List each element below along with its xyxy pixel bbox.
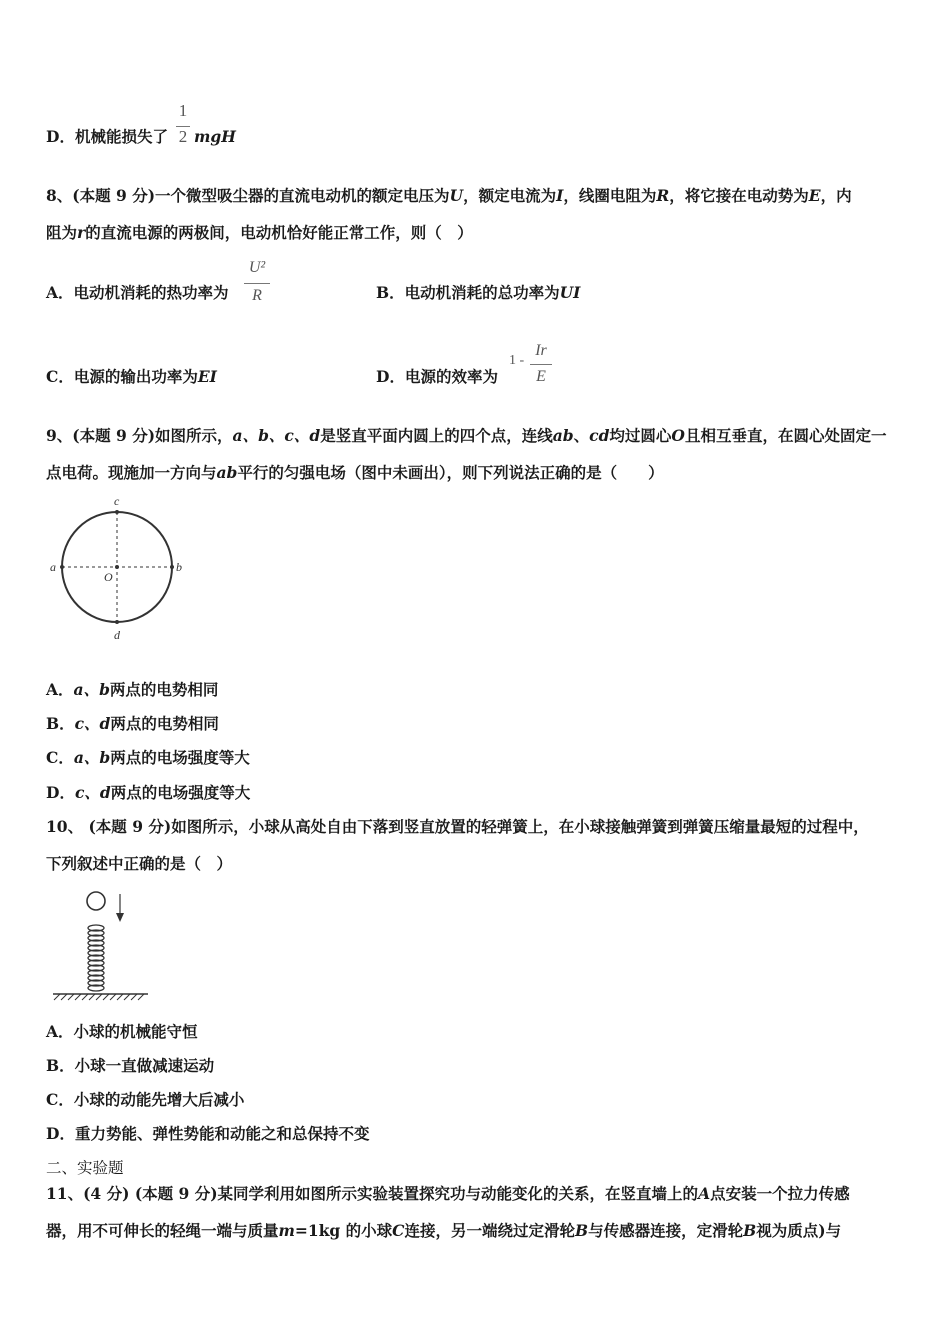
q10-spring-figure <box>48 886 152 1006</box>
q9-option-a: A．a、b两点的电势相同 <box>46 680 219 699</box>
section-heading-experiment: 二、实验题 <box>46 1159 124 1177</box>
q10-option-d: D．重力势能、弹性势能和动能之和总保持不变 <box>46 1124 370 1143</box>
q9-point-c <box>115 510 119 514</box>
q7-mgh: mgH <box>194 127 236 146</box>
q9-point-d <box>115 620 119 624</box>
q11-line1: 11、(4 分) (本题 9 分)某同学利用如图所示实验装置探究功与动能变化的关系，在竖直墙上的A点安装一个拉力传感 <box>46 1184 850 1203</box>
q9-option-b: B．c、d两点的电势相同 <box>46 714 219 733</box>
q9-point-o <box>115 565 119 569</box>
q11-line2: 器，用不可伸长的轻绳一端与质量m=1kg 的小球C连接，另一端绕过定滑轮B与传感器连接，定滑轮B视为质点)与 <box>46 1221 842 1240</box>
q9-point-a <box>60 565 64 569</box>
q9-circle-figure <box>46 492 196 644</box>
q9-option-d: D．c、d两点的电场强度等大 <box>46 783 251 802</box>
q8-d-num: Ir <box>535 342 547 359</box>
q8-option-a: A．电动机消耗的热功率为 <box>46 283 229 302</box>
q10-ball <box>87 892 105 910</box>
q10-line2: 下列叙述中正确的是（ ） <box>46 854 233 873</box>
q8-option-b: B．电动机消耗的总功率为UI <box>376 283 581 302</box>
q8-line2: 阻为r的直流电源的两极间，电动机恰好能正常工作，则（ ） <box>46 223 473 242</box>
q10-option-c: C．小球的动能先增大后减小 <box>46 1090 245 1109</box>
q9-label-a: a <box>50 560 56 574</box>
q8-d-den: E <box>536 368 546 385</box>
q8-line1: 8、(本题 9 分)一个微型吸尘器的直流电动机的额定电压为U，额定电流为I，线圈电阻为R，将它接在电动势为E，内 <box>46 186 852 205</box>
q9-label-c: c <box>114 494 120 508</box>
q9-line2: 点电荷。现施加一方向与ab平行的匀强电场（图中未画出），则下列说法正确的是（ ） <box>46 463 664 482</box>
q7-frac-num: 1 <box>178 101 188 120</box>
q8-option-d: D．电源的效率为 <box>376 367 498 386</box>
q10-line1: 10、 (本题 9 分)如图所示，小球从高处自由下落到竖直放置的轻弹簧上，在小球接触弹簧到弹簧压缩量最短的过程中， <box>46 817 869 836</box>
q7-frac-den: 2 <box>178 127 188 146</box>
q10-option-b: B．小球一直做减速运动 <box>46 1056 215 1075</box>
q7-option-d <box>46 127 168 147</box>
q9-label-o: O <box>104 570 113 584</box>
q8-a-den: R <box>252 287 262 304</box>
q9-option-c: C．a、b两点的电场强度等大 <box>46 748 250 767</box>
q7-option-d-label: D．机械能损失了 <box>46 127 168 146</box>
q9-point-b <box>170 565 174 569</box>
q8-option-c: C．电源的输出功率为EI <box>46 367 217 386</box>
q9-line1: 9、(本题 9 分)如图所示，a、b、c、d是竖直平面内圆上的四个点，连线ab、cd均过圆心O且相互垂直，在圆心处固定一 <box>46 426 887 445</box>
q10-ground-hatch <box>54 994 144 1000</box>
q10-option-a: A．小球的机械能守恒 <box>46 1022 198 1041</box>
q10-arrow-head <box>116 913 124 922</box>
q8-d-pre: 1 - <box>509 353 525 368</box>
q9-label-d: d <box>114 628 120 642</box>
q9-label-b: b <box>176 560 182 574</box>
q10-spring <box>88 925 104 991</box>
q8-d-line <box>530 364 552 365</box>
q8-a-num: U² <box>248 259 266 276</box>
q8-a-line <box>244 283 270 284</box>
